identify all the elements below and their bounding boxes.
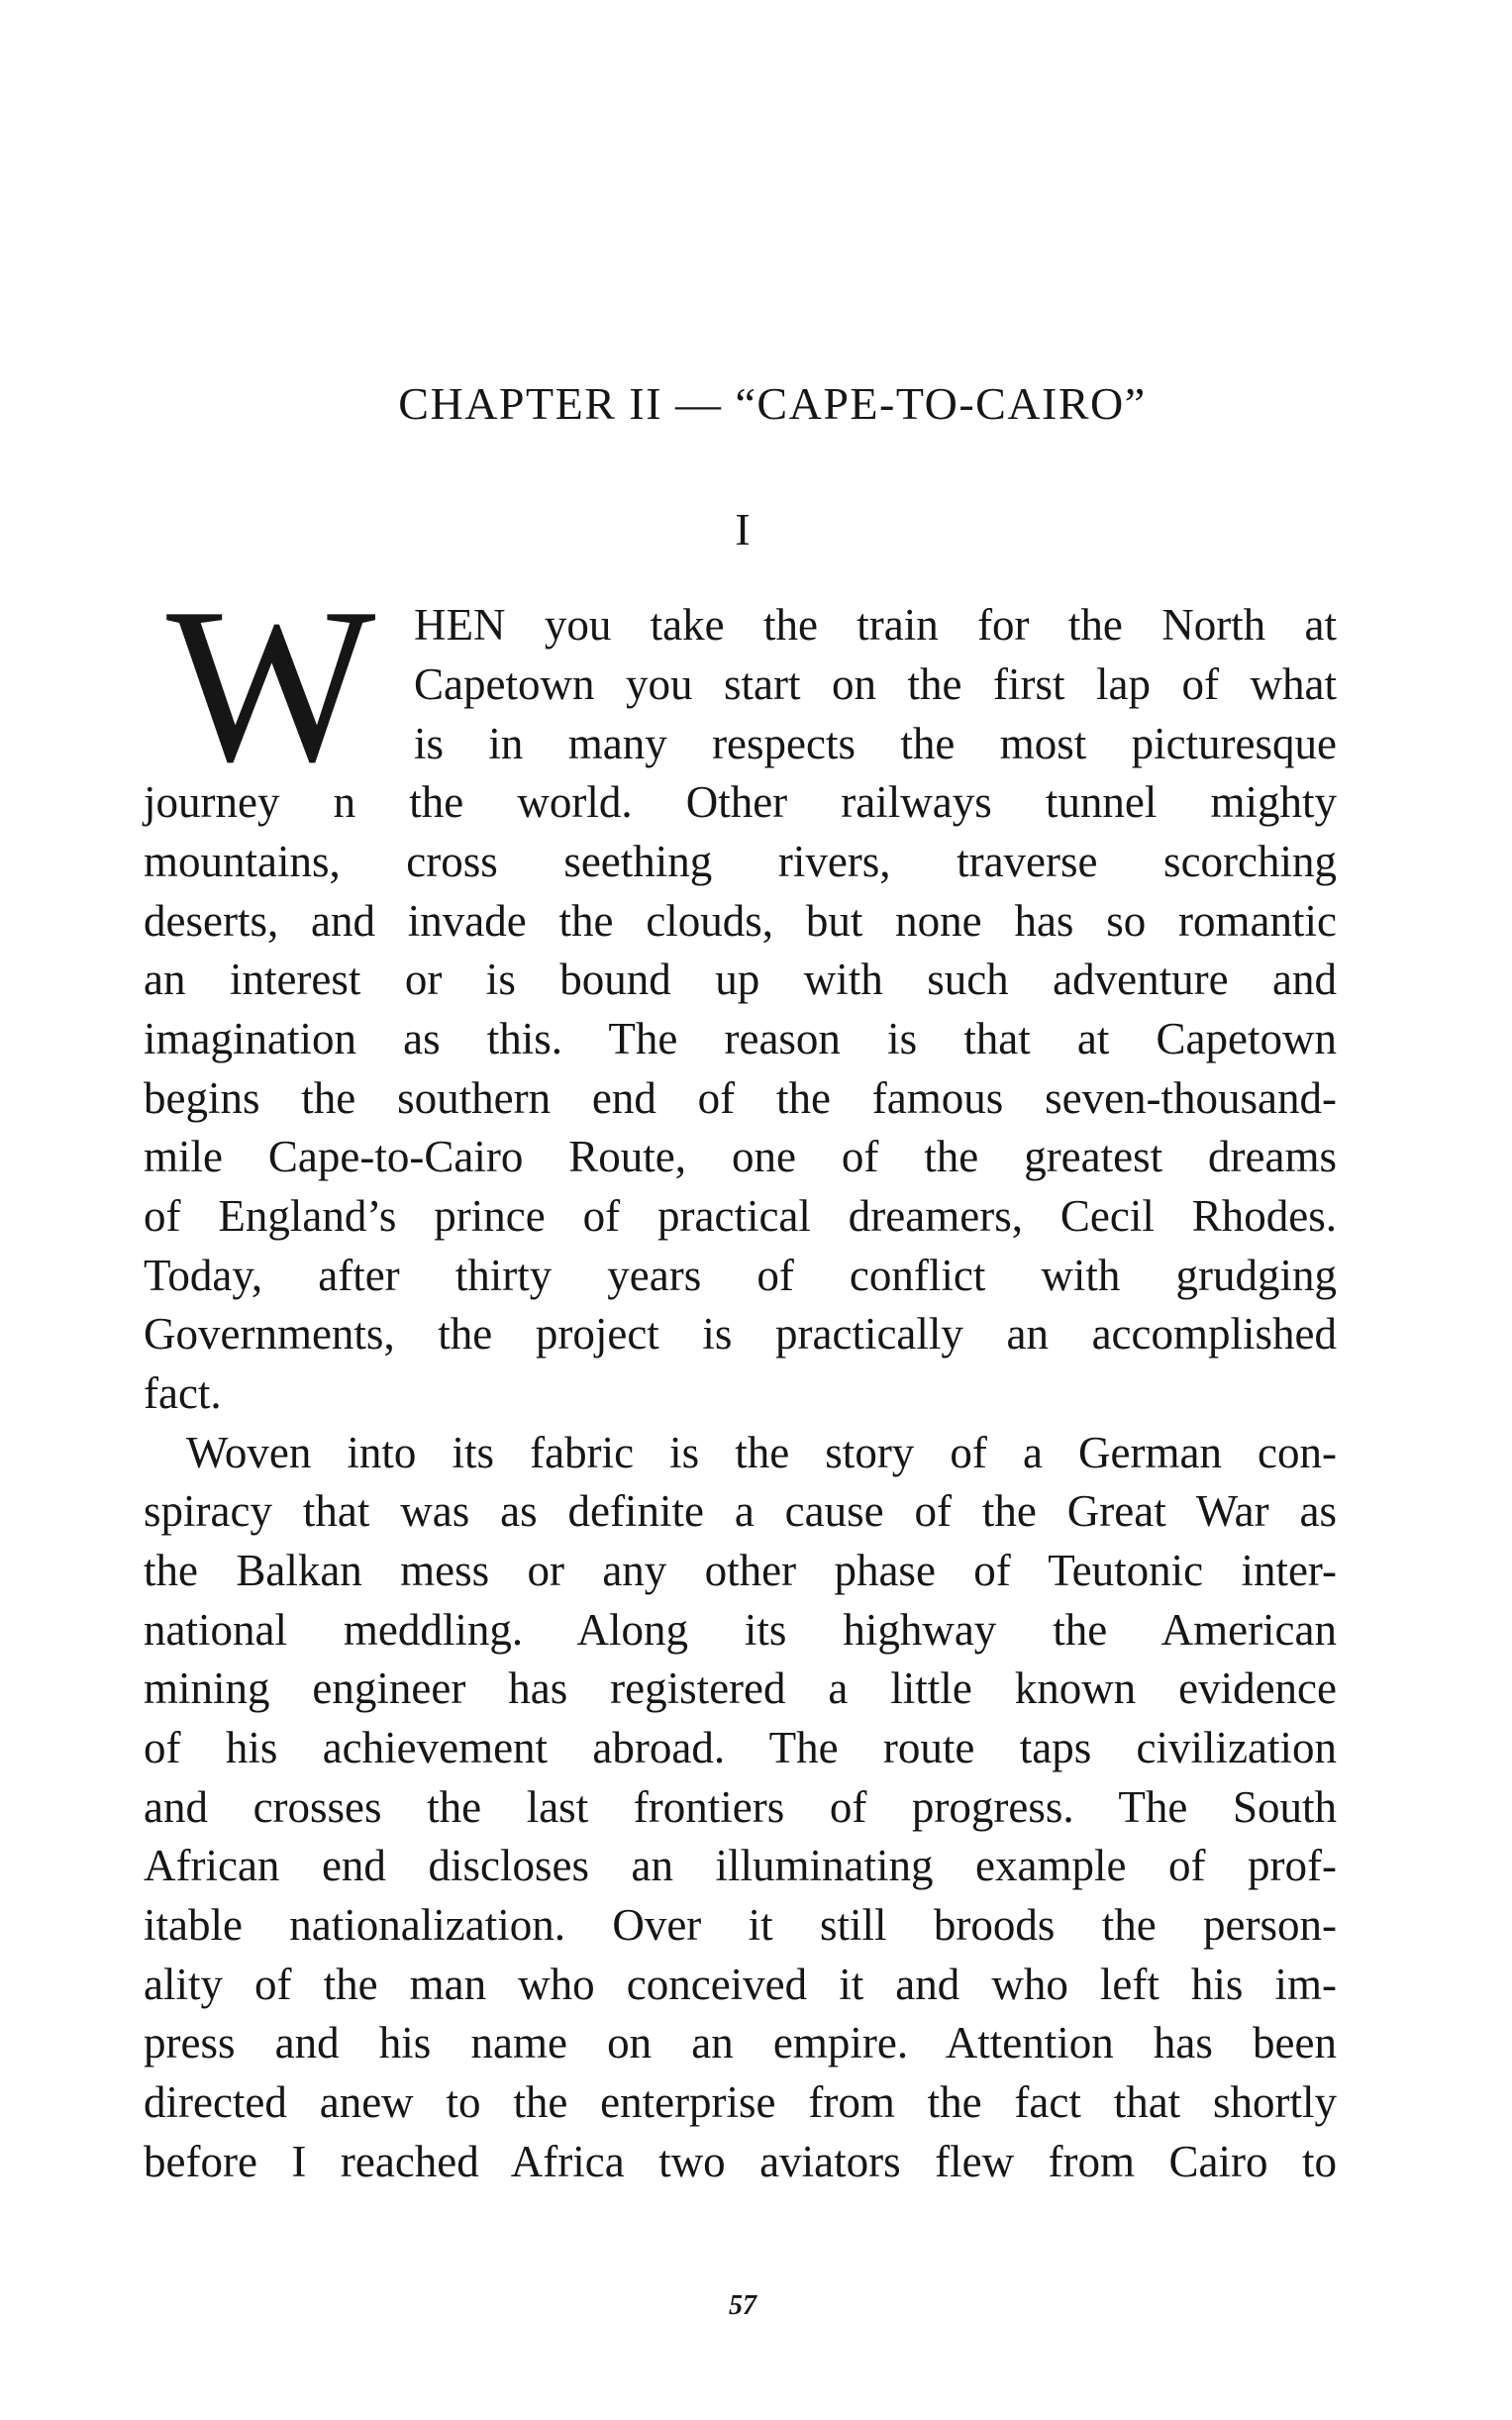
text-line: is in many respects the most picturesque <box>414 719 1337 768</box>
text-line: before I reached Africa two aviators flew from Cairo to <box>144 2137 1337 2186</box>
text-line: mile Cape-to-Cairo Route, one of the greatest dreams <box>144 1132 1337 1181</box>
text-line: press and his name on an empire. Attention has been <box>144 2018 1337 2067</box>
text-line: Governments, the project is practically an accomplished <box>144 1309 1337 1359</box>
section-number: I <box>735 504 751 555</box>
text-line: directed anew to the enterprise from the fact that shortly <box>144 2077 1337 2127</box>
text-line: deserts, and invade the clouds, but none has so romantic <box>144 896 1337 946</box>
text-line: of his achievement abroad. The route taps civilization <box>144 1723 1337 1772</box>
text-line: HEN you take the train for the North at <box>414 600 1337 650</box>
text-line: mountains, cross seething rivers, traverse scorching <box>144 837 1337 886</box>
text-line: begins the southern end of the famous seven-thousand- <box>144 1073 1337 1123</box>
text-line: fact. <box>144 1368 222 1418</box>
drop-cap: W <box>166 562 372 808</box>
text-line: an interest or is bound up with such adventure and <box>144 955 1337 1004</box>
text-line: ality of the man who conceived it and who left his im- <box>144 1960 1337 2009</box>
text-line: national meddling. Along its highway the American <box>144 1605 1337 1655</box>
text-line: African end discloses an illuminating example of prof- <box>144 1841 1337 1890</box>
text-line: of England’s prince of practical dreamers, Cecil Rhodes. <box>144 1191 1337 1241</box>
text-line: Woven into its fabric is the story of a German con- <box>186 1428 1337 1477</box>
text-line: the Balkan mess or any other phase of Teutonic inter- <box>144 1546 1337 1595</box>
page-number: 57 <box>729 2290 756 2321</box>
text-line: Capetown you start on the first lap of what <box>414 659 1337 709</box>
text-line: itable nationalization. Over it still broods the person- <box>144 1900 1337 1950</box>
text-line: imagination as this. The reason is that at Capetown <box>144 1014 1337 1063</box>
text-line: mining engineer has registered a little known evidence <box>144 1664 1337 1713</box>
text-line: journey n the world. Other railways tunnel mighty <box>144 777 1337 827</box>
text-line: and crosses the last frontiers of progress. The South <box>144 1782 1337 1832</box>
text-line: spiracy that was as definite a cause of the Great War as <box>144 1486 1337 1536</box>
text-line: Today, after thirty years of conflict with grudging <box>144 1251 1337 1300</box>
chapter-title: CHAPTER II — “CAPE-TO-CAIRO” <box>398 378 1147 429</box>
